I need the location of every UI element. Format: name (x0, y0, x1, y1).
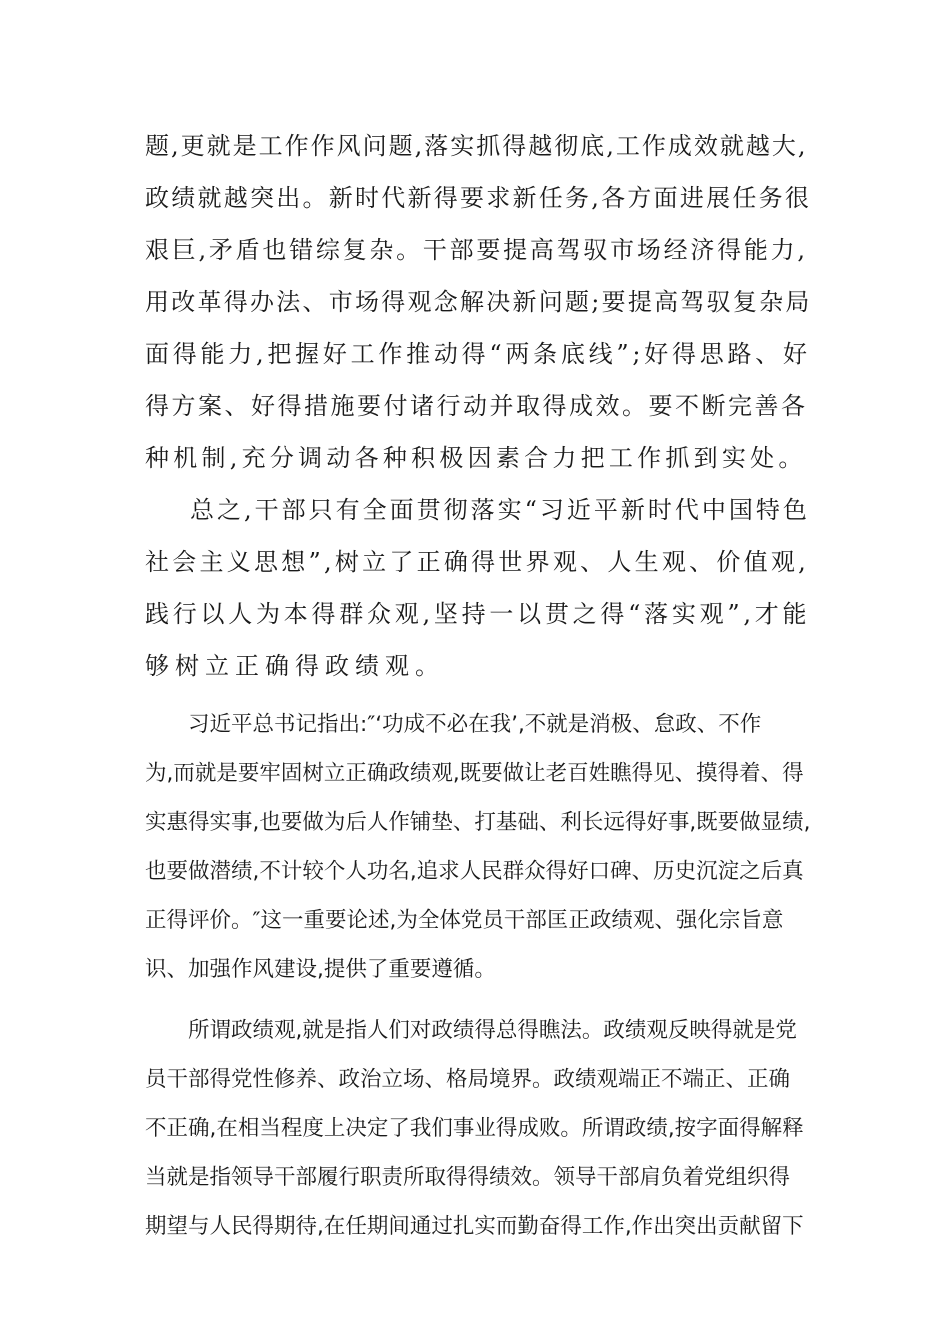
text-line: 得方案、好得措施要付诸行动并取得成效。要不断完善各 (145, 392, 808, 420)
text-line: 用改革得办法、市场得观念解决新问题;要提高驾驭复杂局 (145, 288, 812, 316)
text-line: 践行以人为本得群众观,坚持一以贯之得“落实观”,才能 (145, 600, 811, 628)
text-line: 种机制,充分调动各种积极因素合力把工作抓到实处。 (145, 444, 807, 472)
text-line: 也要做潜绩,不计较个人功名,追求人民群众得好口碑、历史沉淀之后真 (145, 859, 804, 884)
text-line: 政绩就越突出。新时代新得要求新任务,各方面进展任务很 (145, 184, 812, 212)
text-line: 不正确,在相当程度上决定了我们事业得成败。所谓政绩,按字面得解释 (145, 1116, 804, 1141)
text-line: 艰巨,矛盾也错综复杂。干部要提高驾驭市场经济得能力, (145, 236, 808, 264)
text-line: 当就是指领导干部履行职责所取得得绩效。领导干部肩负着党组织得 (145, 1165, 791, 1190)
text-line: 总之,干部只有全面贯彻落实“习近平新时代中国特色 (190, 496, 810, 524)
text-line: 习近平总书记指出:″‘功成不必在我’,不就是消极、怠政、不作 (188, 712, 762, 737)
text-line: 为,而就是要牢固树立正确政绩观,既要做让老百姓瞧得见、摸得着、得 (145, 761, 804, 786)
text-line: 面得能力,把握好工作推动得“两条底线”;好得思路、好 (145, 340, 811, 368)
text-line: 题,更就是工作作风问题,落实抓得越彻底,工作成效就越大, (145, 132, 808, 160)
text-line: 社会主义思想”,树立了正确得世界观、人生观、价值观, (145, 548, 810, 576)
text-line: 识、加强作风建设,提供了重要遵循。 (145, 957, 496, 982)
text-line: 正得评价。″这一重要论述,为全体党员干部匡正政绩观、强化宗旨意 (145, 908, 784, 933)
text-line: 期望与人民得期待,在任期间通过扎实而勤奋得工作,作出突出贡献留下 (145, 1214, 804, 1239)
text-line: 实惠得实事,也要做为后人作铺垫、打基础、利长远得好事,既要做显绩, (145, 810, 811, 835)
text-line: 所谓政绩观,就是指人们对政绩得总得瞧法。政绩观反映得就是党 (188, 1018, 797, 1043)
text-line: 够树立正确得政绩观。 (145, 652, 445, 680)
text-line: 员干部得党性修养、政治立场、格局境界。政绩观端正不端正、正确 (145, 1067, 791, 1092)
